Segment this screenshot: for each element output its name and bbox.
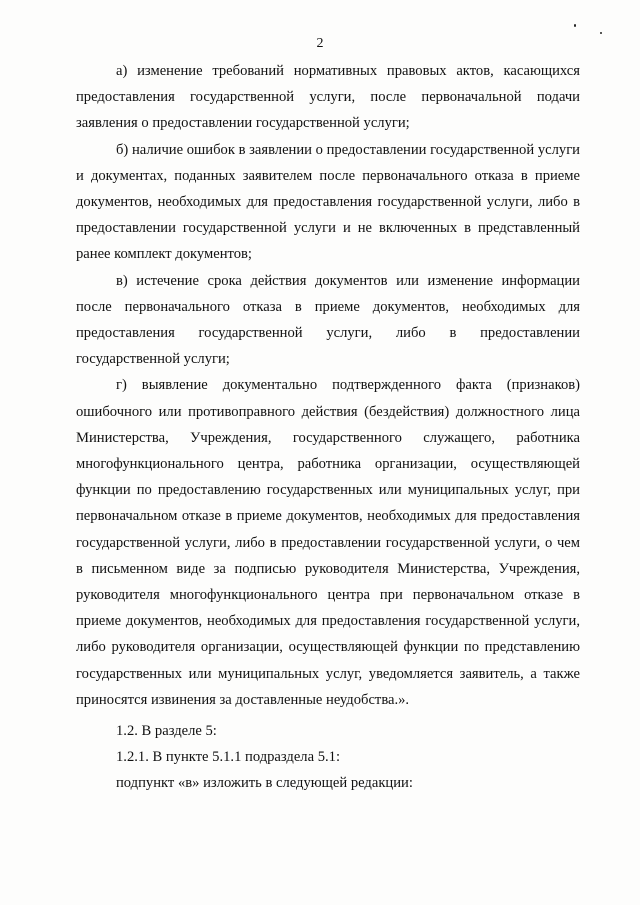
scan-speck xyxy=(574,24,576,27)
document-body xyxy=(76,58,580,797)
subitem-instruction: подпункт «в» изложить в следующей редакции: xyxy=(116,775,413,792)
paragraph-item-v: в) истечение срока действия документов или изменение информации после первоначального отказа в приеме документов, необходимых для предоставления государственной услуги, либо в предоставлении государственной услуги; xyxy=(76,272,580,368)
paragraph-item-b: б) наличие ошибок в заявлении о предоставлении государственной услуги и документах, поданных заявителем после первоначального отказа в приеме документов, необходимых для предоставления государственной услуги, либо в предоставлении государственной услуги и не включенных в представленный ранее комплект документов; xyxy=(76,141,580,263)
paragraph-item-a: а) изменение требований нормативных правовых актов, касающихся предоставления государственной услуги, после первоначальной подачи заявления о предоставлении государственной услуги; xyxy=(76,63,580,132)
section-heading-1-2: 1.2. В разделе 5: xyxy=(116,723,217,740)
section-heading-1-2-1: 1.2.1. В пункте 5.1.1 подраздела 5.1: xyxy=(116,749,341,766)
paragraph-item-g: г) выявление документально подтвержденного факта (признаков) ошибочного или противоправного действия (бездействия) должностного лица Министерства, Учреждения, государственного служащего, работника многофункционального центра, работника организации, осуществляющей функции по предоставлению государственных или муниципальных услуг, при первоначальном отказе в приеме документов, необходимых для предоставления государственной услуги, либо в предоставлении государственной услуги, о чем в письменном виде за подписью руководителя Министерства, Учреждения, руководителя многофункционального центра при первоначальном отказе в приеме документов, необходимых для предоставления государственной услуги, либо руководителя организации, осуществляющей функции по представлению государственных или муниципальных услуг, уведомляется заявитель, а также приносятся извинения за доставленные неудобства.». xyxy=(76,377,580,708)
page-number: 2 xyxy=(316,36,324,51)
scan-speck xyxy=(600,32,602,34)
